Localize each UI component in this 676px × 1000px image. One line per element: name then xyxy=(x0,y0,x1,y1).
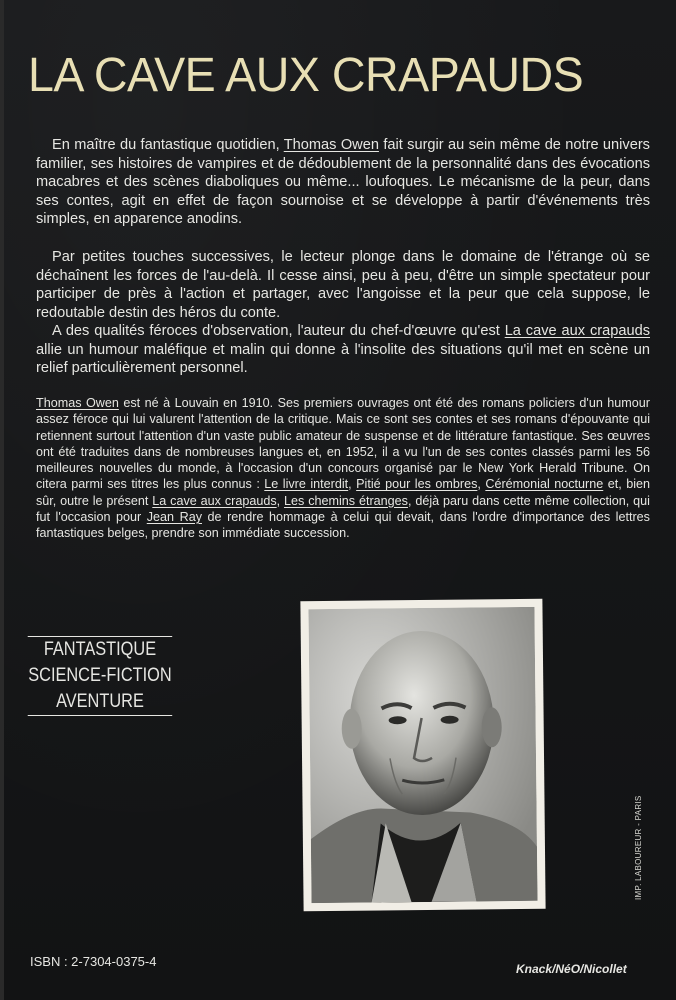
title-ref-livre-interdit: Le livre interdit xyxy=(264,477,349,492)
jean-ray-ref: Jean Ray xyxy=(146,510,202,525)
printer-imprint: IMP. LABOUREUR - PARIS xyxy=(634,795,643,900)
author-biography: Thomas Owen est né à Louvain en 1910. Ses premiers ouvrages ont été des romans policiers d'un humour assez féroce qui lui valurent l'attention de la critique. Mais ce sont ses contes et ses romans d'épouvante qui retiennent surtout l'attention d'un vaste public amateur de suspense et de littérature fantastique. Ses œuvres ont été traduites dans de nombreuses langues et, en 1952, il a vu l'un de ses contes classés parmi les 56 meilleures nouvelles du monde, à l'occasion d'un concours organisé par le New York Herald Tribune. On citera parmi ses titres les plus connus : Le livre interdit, Pitié pour les ombres, Cérémonial nocturne et, bien sûr, outre le présent La cave aux crapauds, Les chemins étranges, déjà paru dans cette même collection, qui fut l'occasion pour Jean Ray de rendre hommage à celui qui devait, dans l'ordre d'importance des lettres fantastiques belges, prendre son immédiate succession. xyxy=(36,396,651,541)
book-title: LA CAVE AUX CRAPAUDS xyxy=(28,49,584,102)
blurb-paragraph-2: Par petites touches successives, le lecteur plonge dans le domaine de l'étrange où se déchaînent les forces de l'au-delà. Il cesse ainsi, peu à peu, d'être un simple spectateur pour participer de près à l'action et partager, avec l'angoisse et la peur que cela suppose, le redoutable destin des héros du conte. xyxy=(36,249,650,321)
blurb-paragraph-1: En maître du fantastique quotidien, Thomas Owen fait surgir au sein même de notre univers familier, ses histoires de vampires et de dédoublement de la personnalité dans des évocations macabres et des scènes diaboliques ou même... loufoques. Le mécanisme de la peur, dans ses contes, agit en effet de façon sournoise et se développe à partir d'événements très simples, en apparence anodins. xyxy=(36,137,650,228)
title-ref-pitie: Pitié pour les ombres xyxy=(356,477,478,492)
blurb-paragraph-3: A des qualités féroces d'observation, l'auteur du chef-d'œuvre qu'est La cave aux crapauds allie un humour maléfique et malin qui donne à l'insolite des situations qu'il met en scène un relief particulièrement personnel. xyxy=(36,323,650,377)
publisher-logo: Knack/NéO/Nicollet xyxy=(516,962,627,976)
genre-science-fiction: SCIENCE-FICTION xyxy=(28,665,172,686)
bio-author-name: Thomas Owen xyxy=(36,396,119,410)
genre-list xyxy=(26,636,174,716)
title-ref-cave: La cave aux crapauds xyxy=(152,493,277,508)
author-portrait-image xyxy=(308,607,537,903)
author-photo xyxy=(300,599,545,912)
genre-aventure: AVENTURE xyxy=(56,691,144,712)
title-ref-ceremonial: Cérémonial nocturne xyxy=(485,477,604,492)
genre-fantastique: FANTASTIQUE xyxy=(43,639,157,660)
author-name: Thomas Owen xyxy=(283,137,379,153)
divider xyxy=(28,715,172,716)
title-ref-chemins: Les chemins étranges xyxy=(284,493,408,508)
book-title-ref: La cave aux crapauds xyxy=(504,323,650,339)
isbn: ISBN : 2-7304-0375-4 xyxy=(30,954,157,969)
